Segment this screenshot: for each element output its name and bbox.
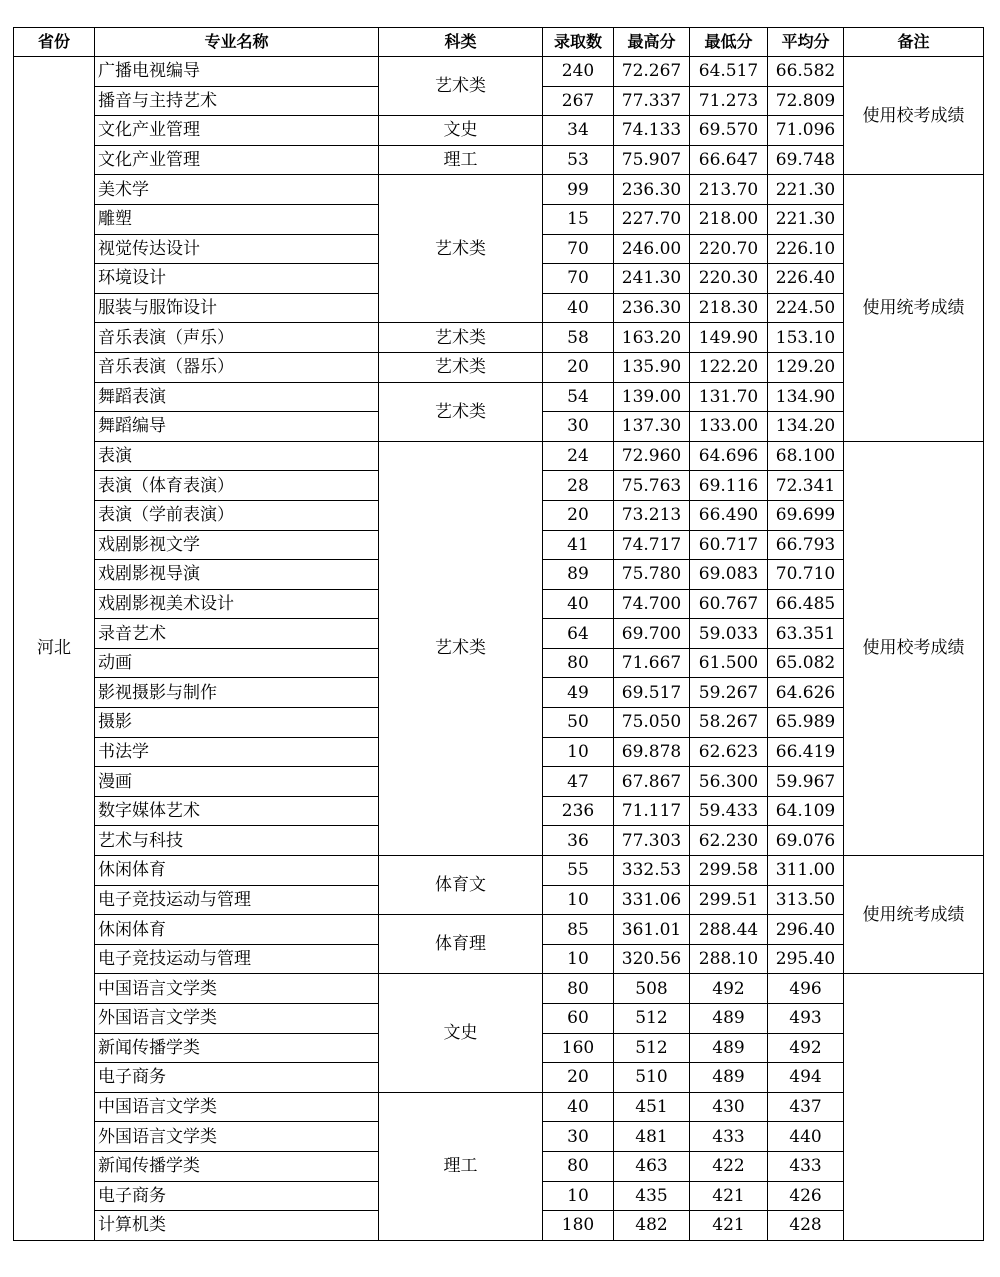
avg-score-cell: 71.096 [768, 116, 844, 146]
min-score-cell: 422 [690, 1151, 768, 1181]
table-row [14, 441, 984, 471]
table-row [14, 352, 984, 382]
max-score-cell: 135.90 [614, 352, 690, 382]
admitted-count-cell: 180 [543, 1211, 614, 1241]
avg-score-cell: 226.40 [768, 264, 844, 294]
table-row [14, 382, 984, 412]
max-score-cell: 435 [614, 1181, 690, 1211]
table-row [14, 1092, 984, 1122]
major-name-cell: 新闻传播学类 [95, 1151, 379, 1181]
max-score-cell: 332.53 [614, 856, 690, 886]
admitted-count-cell: 85 [543, 915, 614, 945]
avg-score-cell: 313.50 [768, 885, 844, 915]
table-row [14, 323, 984, 353]
avg-score-cell: 494 [768, 1063, 844, 1093]
admitted-count-cell: 89 [543, 560, 614, 590]
major-name-cell: 外国语言文学类 [95, 1122, 379, 1152]
max-score-cell: 137.30 [614, 412, 690, 442]
avg-score-cell: 68.100 [768, 441, 844, 471]
major-name-cell: 电子商务 [95, 1063, 379, 1093]
major-name-cell: 计算机类 [95, 1211, 379, 1241]
avg-score-cell: 65.082 [768, 648, 844, 678]
avg-score-cell: 66.419 [768, 737, 844, 767]
category-cell: 艺术类 [379, 382, 543, 441]
admitted-count-cell: 20 [543, 1063, 614, 1093]
avg-score-cell: 69.076 [768, 826, 844, 856]
major-name-cell: 音乐表演（器乐） [95, 352, 379, 382]
category-cell: 理工 [379, 1092, 543, 1240]
min-score-cell: 489 [690, 1004, 768, 1034]
major-name-cell: 外国语言文学类 [95, 1004, 379, 1034]
max-score-cell: 73.213 [614, 500, 690, 530]
avg-score-cell: 64.626 [768, 678, 844, 708]
min-score-cell: 149.90 [690, 323, 768, 353]
avg-score-cell: 153.10 [768, 323, 844, 353]
table-row [14, 915, 984, 945]
max-score-cell: 74.700 [614, 589, 690, 619]
min-score-cell: 433 [690, 1122, 768, 1152]
max-score-cell: 67.867 [614, 767, 690, 797]
min-score-cell: 69.083 [690, 560, 768, 590]
major-name-cell: 文化产业管理 [95, 145, 379, 175]
max-score-cell: 69.700 [614, 619, 690, 649]
admission-score-table [13, 27, 984, 1241]
max-score-cell: 77.303 [614, 826, 690, 856]
max-score-cell: 75.780 [614, 560, 690, 590]
min-score-cell: 59.433 [690, 796, 768, 826]
min-score-cell: 288.44 [690, 915, 768, 945]
max-score-cell: 512 [614, 1004, 690, 1034]
admitted-count-cell: 267 [543, 86, 614, 116]
avg-score-cell: 72.341 [768, 471, 844, 501]
major-name-cell: 电子竞技运动与管理 [95, 885, 379, 915]
major-name-cell: 书法学 [95, 737, 379, 767]
major-name-cell: 雕塑 [95, 204, 379, 234]
category-cell: 体育文 [379, 856, 543, 915]
table-row [14, 116, 984, 146]
major-name-cell: 播音与主持艺术 [95, 86, 379, 116]
min-score-cell: 299.51 [690, 885, 768, 915]
admitted-count-cell: 10 [543, 944, 614, 974]
max-score-cell: 72.960 [614, 441, 690, 471]
major-name-cell: 电子商务 [95, 1181, 379, 1211]
major-name-cell: 表演（学前表演） [95, 500, 379, 530]
admitted-count-cell: 20 [543, 352, 614, 382]
admitted-count-cell: 15 [543, 204, 614, 234]
category-cell: 体育理 [379, 915, 543, 974]
major-name-cell: 表演 [95, 441, 379, 471]
max-score-cell: 74.133 [614, 116, 690, 146]
major-name-cell: 数字媒体艺术 [95, 796, 379, 826]
major-name-cell: 休闲体育 [95, 915, 379, 945]
category-cell: 文史 [379, 116, 543, 146]
min-score-cell: 218.30 [690, 293, 768, 323]
table-row [14, 57, 984, 87]
min-score-cell: 64.696 [690, 441, 768, 471]
avg-score-cell: 428 [768, 1211, 844, 1241]
category-cell: 理工 [379, 145, 543, 175]
avg-score-cell: 66.793 [768, 530, 844, 560]
max-score-cell: 72.267 [614, 57, 690, 87]
header-category: 科类 [379, 28, 543, 57]
remark-cell: 使用校考成绩 [844, 57, 984, 175]
avg-score-cell: 224.50 [768, 293, 844, 323]
avg-score-cell: 59.967 [768, 767, 844, 797]
max-score-cell: 320.56 [614, 944, 690, 974]
admitted-count-cell: 10 [543, 1181, 614, 1211]
admitted-count-cell: 53 [543, 145, 614, 175]
admitted-count-cell: 10 [543, 737, 614, 767]
min-score-cell: 213.70 [690, 175, 768, 205]
min-score-cell: 430 [690, 1092, 768, 1122]
admitted-count-cell: 60 [543, 1004, 614, 1034]
min-score-cell: 69.116 [690, 471, 768, 501]
admitted-count-cell: 70 [543, 264, 614, 294]
min-score-cell: 421 [690, 1211, 768, 1241]
admitted-count-cell: 80 [543, 974, 614, 1004]
max-score-cell: 139.00 [614, 382, 690, 412]
avg-score-cell: 440 [768, 1122, 844, 1152]
major-name-cell: 舞蹈编导 [95, 412, 379, 442]
admitted-count-cell: 160 [543, 1033, 614, 1063]
major-name-cell: 视觉传达设计 [95, 234, 379, 264]
max-score-cell: 75.907 [614, 145, 690, 175]
max-score-cell: 508 [614, 974, 690, 1004]
header-row [14, 28, 984, 57]
header-remark: 备注 [844, 28, 984, 57]
admitted-count-cell: 236 [543, 796, 614, 826]
remark-cell [844, 974, 984, 1240]
min-score-cell: 58.267 [690, 708, 768, 738]
max-score-cell: 236.30 [614, 175, 690, 205]
avg-score-cell: 65.989 [768, 708, 844, 738]
avg-score-cell: 221.30 [768, 204, 844, 234]
admitted-count-cell: 30 [543, 412, 614, 442]
avg-score-cell: 493 [768, 1004, 844, 1034]
max-score-cell: 241.30 [614, 264, 690, 294]
major-name-cell: 戏剧影视美术设计 [95, 589, 379, 619]
min-score-cell: 218.00 [690, 204, 768, 234]
admitted-count-cell: 80 [543, 1151, 614, 1181]
avg-score-cell: 64.109 [768, 796, 844, 826]
major-name-cell: 戏剧影视文学 [95, 530, 379, 560]
category-cell: 文史 [379, 974, 543, 1092]
admitted-count-cell: 50 [543, 708, 614, 738]
admitted-count-cell: 49 [543, 678, 614, 708]
header-max-score: 最高分 [614, 28, 690, 57]
admitted-count-cell: 58 [543, 323, 614, 353]
admitted-count-cell: 24 [543, 441, 614, 471]
major-name-cell: 音乐表演（声乐） [95, 323, 379, 353]
max-score-cell: 236.30 [614, 293, 690, 323]
avg-score-cell: 134.20 [768, 412, 844, 442]
province-cell: 河北 [14, 57, 95, 1241]
admitted-count-cell: 40 [543, 1092, 614, 1122]
max-score-cell: 75.050 [614, 708, 690, 738]
major-name-cell: 艺术与科技 [95, 826, 379, 856]
category-cell: 艺术类 [379, 175, 543, 323]
avg-score-cell: 311.00 [768, 856, 844, 886]
min-score-cell: 131.70 [690, 382, 768, 412]
major-name-cell: 文化产业管理 [95, 116, 379, 146]
remark-cell: 使用统考成绩 [844, 175, 984, 441]
admitted-count-cell: 40 [543, 589, 614, 619]
max-score-cell: 246.00 [614, 234, 690, 264]
avg-score-cell: 134.90 [768, 382, 844, 412]
major-name-cell: 中国语言文学类 [95, 974, 379, 1004]
major-name-cell: 新闻传播学类 [95, 1033, 379, 1063]
category-cell: 艺术类 [379, 323, 543, 353]
admitted-count-cell: 70 [543, 234, 614, 264]
major-name-cell: 中国语言文学类 [95, 1092, 379, 1122]
min-score-cell: 288.10 [690, 944, 768, 974]
admitted-count-cell: 40 [543, 293, 614, 323]
max-score-cell: 512 [614, 1033, 690, 1063]
avg-score-cell: 66.485 [768, 589, 844, 619]
max-score-cell: 71.667 [614, 648, 690, 678]
min-score-cell: 56.300 [690, 767, 768, 797]
major-name-cell: 服装与服饰设计 [95, 293, 379, 323]
min-score-cell: 62.230 [690, 826, 768, 856]
admitted-count-cell: 54 [543, 382, 614, 412]
avg-score-cell: 492 [768, 1033, 844, 1063]
avg-score-cell: 66.582 [768, 57, 844, 87]
remark-cell: 使用统考成绩 [844, 856, 984, 974]
table-row [14, 974, 984, 1004]
avg-score-cell: 69.748 [768, 145, 844, 175]
min-score-cell: 489 [690, 1033, 768, 1063]
admitted-count-cell: 80 [543, 648, 614, 678]
header-min-score: 最低分 [690, 28, 768, 57]
min-score-cell: 421 [690, 1181, 768, 1211]
min-score-cell: 64.517 [690, 57, 768, 87]
min-score-cell: 492 [690, 974, 768, 1004]
max-score-cell: 74.717 [614, 530, 690, 560]
max-score-cell: 69.517 [614, 678, 690, 708]
avg-score-cell: 226.10 [768, 234, 844, 264]
admitted-count-cell: 30 [543, 1122, 614, 1152]
min-score-cell: 69.570 [690, 116, 768, 146]
max-score-cell: 361.01 [614, 915, 690, 945]
admitted-count-cell: 64 [543, 619, 614, 649]
min-score-cell: 59.033 [690, 619, 768, 649]
major-name-cell: 摄影 [95, 708, 379, 738]
min-score-cell: 133.00 [690, 412, 768, 442]
avg-score-cell: 296.40 [768, 915, 844, 945]
header-province: 省份 [14, 28, 95, 57]
header-major-name: 专业名称 [95, 28, 379, 57]
min-score-cell: 62.623 [690, 737, 768, 767]
major-name-cell: 戏剧影视导演 [95, 560, 379, 590]
max-score-cell: 75.763 [614, 471, 690, 501]
max-score-cell: 482 [614, 1211, 690, 1241]
major-name-cell: 影视摄影与制作 [95, 678, 379, 708]
admitted-count-cell: 99 [543, 175, 614, 205]
major-name-cell: 舞蹈表演 [95, 382, 379, 412]
header-admitted-count: 录取数 [543, 28, 614, 57]
category-cell: 艺术类 [379, 441, 543, 855]
min-score-cell: 299.58 [690, 856, 768, 886]
admitted-count-cell: 240 [543, 57, 614, 87]
major-name-cell: 电子竞技运动与管理 [95, 944, 379, 974]
min-score-cell: 60.717 [690, 530, 768, 560]
major-name-cell: 动画 [95, 648, 379, 678]
max-score-cell: 451 [614, 1092, 690, 1122]
min-score-cell: 71.273 [690, 86, 768, 116]
avg-score-cell: 72.809 [768, 86, 844, 116]
max-score-cell: 463 [614, 1151, 690, 1181]
admitted-count-cell: 28 [543, 471, 614, 501]
max-score-cell: 481 [614, 1122, 690, 1152]
admitted-count-cell: 41 [543, 530, 614, 560]
min-score-cell: 489 [690, 1063, 768, 1093]
avg-score-cell: 496 [768, 974, 844, 1004]
admitted-count-cell: 34 [543, 116, 614, 146]
max-score-cell: 77.337 [614, 86, 690, 116]
major-name-cell: 表演（体育表演） [95, 471, 379, 501]
avg-score-cell: 129.20 [768, 352, 844, 382]
avg-score-cell: 426 [768, 1181, 844, 1211]
min-score-cell: 220.30 [690, 264, 768, 294]
avg-score-cell: 63.351 [768, 619, 844, 649]
avg-score-cell: 433 [768, 1151, 844, 1181]
major-name-cell: 漫画 [95, 767, 379, 797]
avg-score-cell: 69.699 [768, 500, 844, 530]
category-cell: 艺术类 [379, 352, 543, 382]
max-score-cell: 69.878 [614, 737, 690, 767]
major-name-cell: 美术学 [95, 175, 379, 205]
min-score-cell: 66.647 [690, 145, 768, 175]
admitted-count-cell: 36 [543, 826, 614, 856]
header-avg-score: 平均分 [768, 28, 844, 57]
max-score-cell: 510 [614, 1063, 690, 1093]
min-score-cell: 122.20 [690, 352, 768, 382]
max-score-cell: 163.20 [614, 323, 690, 353]
max-score-cell: 227.70 [614, 204, 690, 234]
max-score-cell: 71.117 [614, 796, 690, 826]
table-row [14, 856, 984, 886]
major-name-cell: 环境设计 [95, 264, 379, 294]
min-score-cell: 66.490 [690, 500, 768, 530]
remark-cell: 使用校考成绩 [844, 441, 984, 855]
min-score-cell: 220.70 [690, 234, 768, 264]
table-row [14, 145, 984, 175]
avg-score-cell: 70.710 [768, 560, 844, 590]
table-row [14, 175, 984, 205]
admitted-count-cell: 20 [543, 500, 614, 530]
avg-score-cell: 437 [768, 1092, 844, 1122]
min-score-cell: 60.767 [690, 589, 768, 619]
table-body [14, 28, 984, 1241]
major-name-cell: 录音艺术 [95, 619, 379, 649]
min-score-cell: 59.267 [690, 678, 768, 708]
admitted-count-cell: 47 [543, 767, 614, 797]
admitted-count-cell: 10 [543, 885, 614, 915]
category-cell: 艺术类 [379, 57, 543, 116]
admitted-count-cell: 55 [543, 856, 614, 886]
major-name-cell: 休闲体育 [95, 856, 379, 886]
max-score-cell: 331.06 [614, 885, 690, 915]
min-score-cell: 61.500 [690, 648, 768, 678]
avg-score-cell: 221.30 [768, 175, 844, 205]
major-name-cell: 广播电视编导 [95, 57, 379, 87]
avg-score-cell: 295.40 [768, 944, 844, 974]
